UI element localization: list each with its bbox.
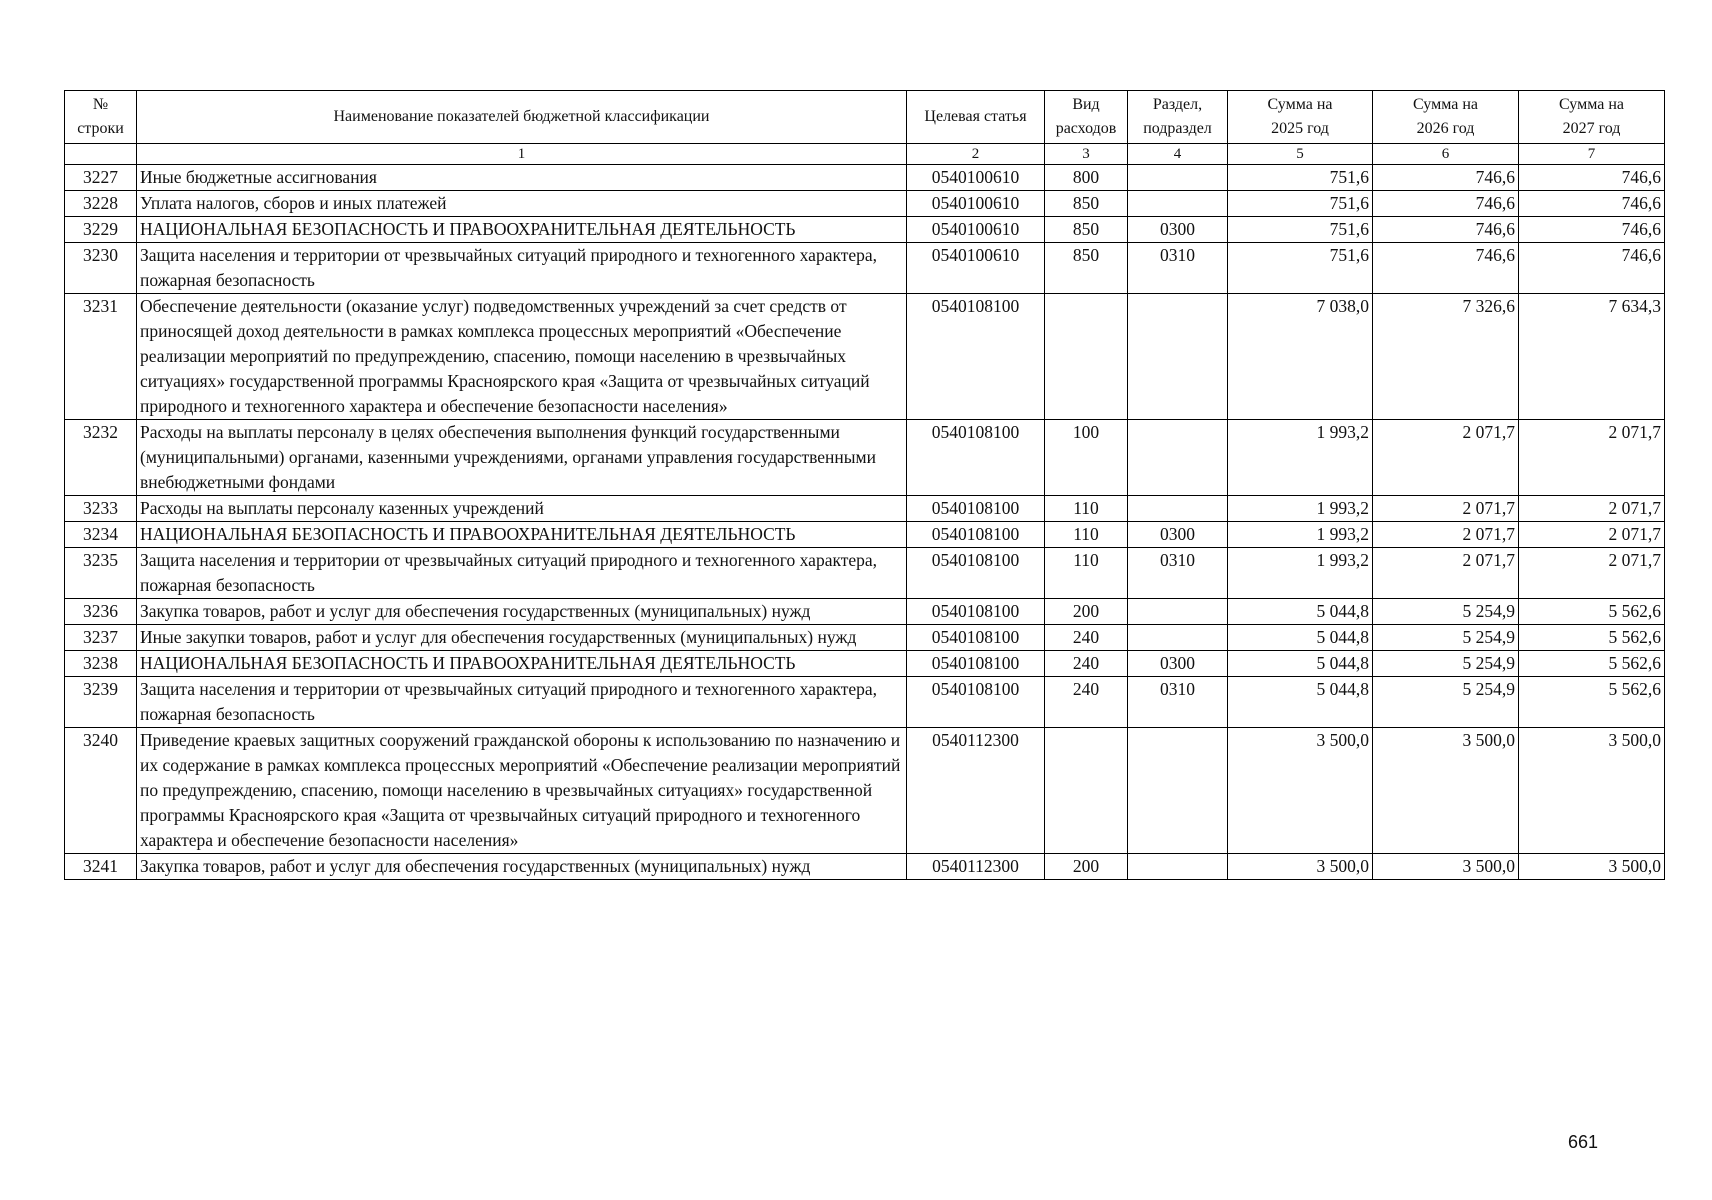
column-number: 4 [1128,144,1228,165]
section-code [1128,165,1228,191]
indicator-name: Уплата налогов, сборов и иных платежей [137,191,907,217]
row-number: 3240 [65,728,137,854]
sum-2025: 751,6 [1228,243,1373,294]
sum-2027: 2 071,7 [1519,522,1665,548]
section-code: 0310 [1128,548,1228,599]
table-row [65,420,1665,496]
column-number: 6 [1373,144,1519,165]
header-row [65,91,1665,144]
indicator-name: Расходы на выплаты персоналу в целях обеспечения выполнения функций государственными (муниципальными) органами, казенными учреждениями, органами управления государственными внебюджетными фондами [137,420,907,496]
header-sum-2025: Сумма на 2025 год [1228,91,1373,144]
sum-2026: 2 071,7 [1373,548,1519,599]
budget-table [64,90,1665,880]
header-indicator-name: Наименование показателей бюджетной классификации [137,91,907,144]
sum-2027: 2 071,7 [1519,548,1665,599]
sum-2025: 751,6 [1228,217,1373,243]
column-number [65,144,137,165]
expense-type: 110 [1045,496,1128,522]
indicator-name: Защита населения и территории от чрезвычайных ситуаций природного и техногенного характера, пожарная безопасность [137,243,907,294]
row-number: 3231 [65,294,137,420]
expense-type: 850 [1045,217,1128,243]
expense-type: 200 [1045,599,1128,625]
row-number: 3238 [65,651,137,677]
sum-2026: 746,6 [1373,191,1519,217]
sum-2026: 7 326,6 [1373,294,1519,420]
indicator-name: Закупка товаров, работ и услуг для обеспечения государственных (муниципальных) нужд [137,599,907,625]
row-number: 3234 [65,522,137,548]
table-row [65,728,1665,854]
sum-2027: 3 500,0 [1519,854,1665,880]
header-sum-2027: Сумма на 2027 год [1519,91,1665,144]
indicator-name: Закупка товаров, работ и услуг для обеспечения государственных (муниципальных) нужд [137,854,907,880]
sum-2027: 2 071,7 [1519,496,1665,522]
section-code: 0310 [1128,243,1228,294]
expense-type: 850 [1045,243,1128,294]
sum-2026: 5 254,9 [1373,625,1519,651]
sum-2025: 7 038,0 [1228,294,1373,420]
sum-2026: 2 071,7 [1373,496,1519,522]
sum-2027: 7 634,3 [1519,294,1665,420]
table-row [65,294,1665,420]
target-article: 0540100610 [907,243,1045,294]
sum-2027: 746,6 [1519,165,1665,191]
table-row [65,217,1665,243]
sum-2025: 5 044,8 [1228,677,1373,728]
sum-2027: 2 071,7 [1519,420,1665,496]
column-number: 1 [137,144,907,165]
sum-2025: 1 993,2 [1228,548,1373,599]
expense-type: 100 [1045,420,1128,496]
table-row [65,651,1665,677]
sum-2025: 3 500,0 [1228,728,1373,854]
table-row [65,599,1665,625]
expense-type: 240 [1045,677,1128,728]
indicator-name: Защита населения и территории от чрезвычайных ситуаций природного и техногенного характера, пожарная безопасность [137,677,907,728]
target-article: 0540108100 [907,548,1045,599]
target-article: 0540108100 [907,625,1045,651]
column-number-row [65,144,1665,165]
table-body [65,165,1665,880]
sum-2027: 5 562,6 [1519,677,1665,728]
row-number: 3236 [65,599,137,625]
sum-2027: 3 500,0 [1519,728,1665,854]
sum-2026: 5 254,9 [1373,651,1519,677]
sum-2025: 5 044,8 [1228,599,1373,625]
page-number: 661 [1568,1132,1599,1152]
target-article: 0540100610 [907,191,1045,217]
sum-2025: 1 993,2 [1228,496,1373,522]
target-article: 0540108100 [907,599,1045,625]
sum-2026: 5 254,9 [1373,599,1519,625]
sum-2026: 746,6 [1373,243,1519,294]
indicator-name: Иные закупки товаров, работ и услуг для обеспечения государственных (муниципальных) нужд [137,625,907,651]
sum-2025: 751,6 [1228,191,1373,217]
row-number: 3227 [65,165,137,191]
header-sum-2026: Сумма на 2026 год [1373,91,1519,144]
sum-2026: 746,6 [1373,165,1519,191]
sum-2026: 746,6 [1373,217,1519,243]
expense-type: 200 [1045,854,1128,880]
indicator-name: НАЦИОНАЛЬНАЯ БЕЗОПАСНОСТЬ И ПРАВООХРАНИТЕЛЬНАЯ ДЕЯТЕЛЬНОСТЬ [137,217,907,243]
sum-2026: 2 071,7 [1373,420,1519,496]
row-number: 3232 [65,420,137,496]
expense-type: 850 [1045,191,1128,217]
indicator-name: Приведение краевых защитных сооружений гражданской обороны к использованию по назначению и их содержание в рамках комплекса процессных мероприятий «Обеспечение реализации мероприятий по предупреждению, спасению, помощи населению в чрезвычайных ситуациях» государственной программы Красноярского края «Защита от чрезвычайных ситуаций природного и техногенного характера и обеспечение безопасности населения» [137,728,907,854]
sum-2027: 5 562,6 [1519,651,1665,677]
section-code [1128,191,1228,217]
sum-2026: 5 254,9 [1373,677,1519,728]
section-code [1128,420,1228,496]
target-article: 0540108100 [907,420,1045,496]
target-article: 0540112300 [907,728,1045,854]
column-number: 5 [1228,144,1373,165]
expense-type: 800 [1045,165,1128,191]
section-code [1128,294,1228,420]
target-article: 0540108100 [907,496,1045,522]
sum-2027: 746,6 [1519,191,1665,217]
row-number: 3237 [65,625,137,651]
expense-type [1045,728,1128,854]
expense-type [1045,294,1128,420]
expense-type: 240 [1045,651,1128,677]
sum-2027: 5 562,6 [1519,599,1665,625]
sum-2027: 5 562,6 [1519,625,1665,651]
indicator-name: Защита населения и территории от чрезвычайных ситуаций природного и техногенного характера, пожарная безопасность [137,548,907,599]
table-row [65,548,1665,599]
indicator-name: НАЦИОНАЛЬНАЯ БЕЗОПАСНОСТЬ И ПРАВООХРАНИТЕЛЬНАЯ ДЕЯТЕЛЬНОСТЬ [137,651,907,677]
table-row [65,854,1665,880]
expense-type: 240 [1045,625,1128,651]
table-row [65,625,1665,651]
table-row [65,522,1665,548]
sum-2025: 751,6 [1228,165,1373,191]
section-code [1128,728,1228,854]
header-row-number: № строки [65,91,137,144]
target-article: 0540112300 [907,854,1045,880]
target-article: 0540108100 [907,294,1045,420]
row-number: 3239 [65,677,137,728]
sum-2026: 2 071,7 [1373,522,1519,548]
sum-2025: 3 500,0 [1228,854,1373,880]
section-code: 0300 [1128,217,1228,243]
target-article: 0540108100 [907,522,1045,548]
sum-2025: 5 044,8 [1228,651,1373,677]
sum-2025: 1 993,2 [1228,420,1373,496]
target-article: 0540108100 [907,677,1045,728]
row-number: 3230 [65,243,137,294]
table-row [65,496,1665,522]
section-code [1128,854,1228,880]
target-article: 0540100610 [907,217,1045,243]
section-code [1128,496,1228,522]
expense-type: 110 [1045,548,1128,599]
indicator-name: Расходы на выплаты персоналу казенных учреждений [137,496,907,522]
row-number: 3229 [65,217,137,243]
sum-2026: 3 500,0 [1373,854,1519,880]
table-row [65,165,1665,191]
header-target-article: Целевая статья [907,91,1045,144]
target-article: 0540100610 [907,165,1045,191]
section-code: 0300 [1128,651,1228,677]
sum-2025: 1 993,2 [1228,522,1373,548]
header-section: Раздел, подраздел [1128,91,1228,144]
section-code [1128,599,1228,625]
indicator-name: Обеспечение деятельности (оказание услуг) подведомственных учреждений за счет средств от приносящей доход деятельности в рамках комплекса процессных мероприятий «Обеспечение реализации мероприятий по предупреждению, спасению, помощи населению в чрезвычайных ситуациях» государственной программы Красноярского края «Защита от чрезвычайных ситуаций природного и техногенного характера и обеспечение безопасности населения» [137,294,907,420]
header-expense-type: Вид расходов [1045,91,1128,144]
table-row [65,677,1665,728]
indicator-name: НАЦИОНАЛЬНАЯ БЕЗОПАСНОСТЬ И ПРАВООХРАНИТЕЛЬНАЯ ДЕЯТЕЛЬНОСТЬ [137,522,907,548]
sum-2027: 746,6 [1519,217,1665,243]
column-number: 3 [1045,144,1128,165]
table-row [65,191,1665,217]
row-number: 3235 [65,548,137,599]
section-code: 0300 [1128,522,1228,548]
section-code [1128,625,1228,651]
column-number: 2 [907,144,1045,165]
sum-2027: 746,6 [1519,243,1665,294]
row-number: 3241 [65,854,137,880]
expense-type: 110 [1045,522,1128,548]
row-number: 3228 [65,191,137,217]
indicator-name: Иные бюджетные ассигнования [137,165,907,191]
column-number: 7 [1519,144,1665,165]
section-code: 0310 [1128,677,1228,728]
table-row [65,243,1665,294]
target-article: 0540108100 [907,651,1045,677]
sum-2026: 3 500,0 [1373,728,1519,854]
sum-2025: 5 044,8 [1228,625,1373,651]
row-number: 3233 [65,496,137,522]
